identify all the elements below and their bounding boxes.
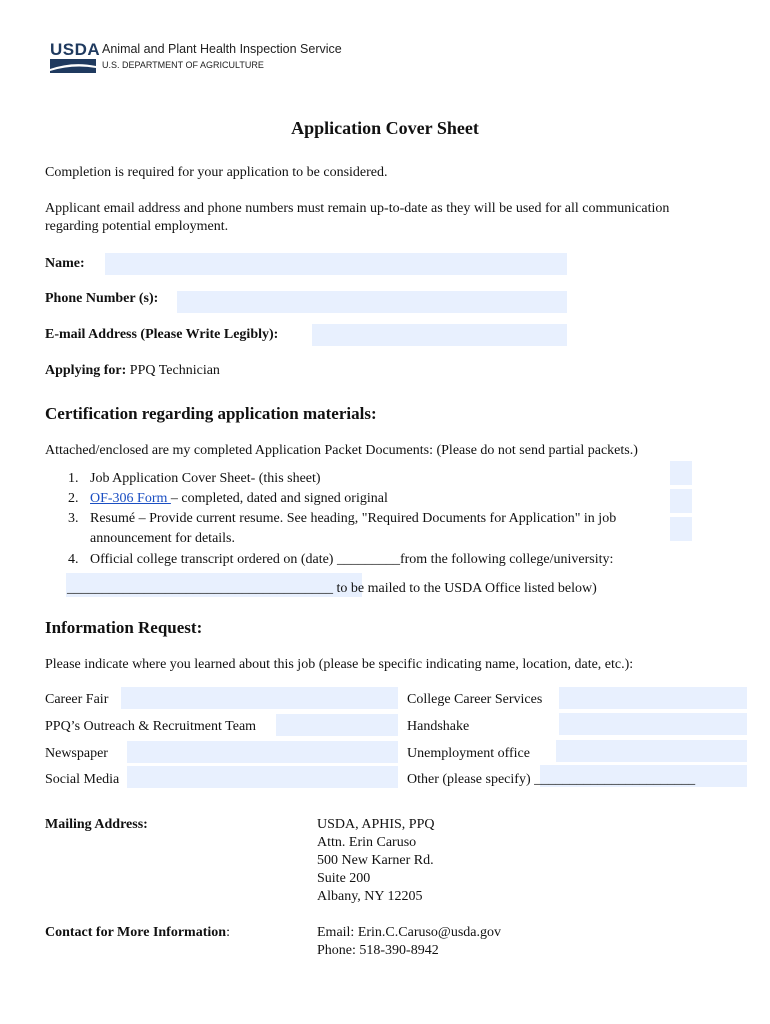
address-line: USDA, APHIS, PPQ <box>317 817 435 832</box>
list-item: 4. <box>68 552 79 567</box>
newspaper-field[interactable] <box>127 741 398 763</box>
transcript-line: ______________________________________ to be mailed to the USDA Office listed below) <box>67 581 597 596</box>
source-label-outreach: PPQ’s Outreach & Recruitment Team <box>45 719 257 734</box>
info-heading: Information Request: <box>45 618 203 637</box>
applying-for-value: PPQ Technician <box>129 363 220 378</box>
checkbox-of-306[interactable] <box>670 489 692 513</box>
usda-field-mark-icon <box>50 59 96 73</box>
source-label-handshake: Handshake <box>407 719 470 734</box>
email-label: E-mail Address (Please Write Legibly): <box>45 327 279 342</box>
completion-note: Completion is required for your application to be considered. <box>45 165 388 180</box>
name-field[interactable] <box>105 253 567 275</box>
list-item-text: Resumé – Provide current resume. See heading, "Required Documents for Application" in job <box>90 511 617 526</box>
list-item: 1. <box>68 471 79 486</box>
contact-note-line1: Applicant email address and phone numbers must remain up-to-date as they will be used for all communication <box>45 201 670 216</box>
agency-name: Animal and Plant Health Inspection Service <box>102 42 342 56</box>
source-label-other: Other (please specify) _______________________ <box>407 772 696 787</box>
unemployment-field[interactable] <box>556 740 747 762</box>
email-field[interactable] <box>312 324 567 346</box>
usda-logo-text: USDA <box>50 40 101 59</box>
source-label-social-media: Social Media <box>45 772 120 787</box>
certification-lead: Attached/enclosed are my completed Application Packet Documents: (Please do not send partial packets.) <box>45 443 638 458</box>
checkbox-cover-sheet[interactable] <box>670 461 692 485</box>
name-label: Name: <box>45 256 85 271</box>
phone-label: Phone Number (s): <box>45 291 159 306</box>
contact-label: Contact for More Information <box>45 925 227 940</box>
applying-for-label: Applying for: <box>45 363 127 378</box>
applying-for-row <box>45 362 220 380</box>
checkbox-resume[interactable] <box>670 517 692 541</box>
handshake-field[interactable] <box>559 713 747 735</box>
mailing-label: Mailing Address: <box>45 817 148 832</box>
documents-list <box>68 469 668 579</box>
source-label-career-fair: Career Fair <box>45 692 109 707</box>
list-item-text: Job Application Cover Sheet- (this sheet) <box>90 471 321 486</box>
source-label-unemployment: Unemployment office <box>407 746 530 761</box>
career-fair-field[interactable] <box>121 687 398 709</box>
page-title: Application Cover Sheet <box>291 118 479 138</box>
list-item-text-cont: announcement for details. <box>90 531 236 546</box>
address-line: Attn. Erin Caruso <box>317 835 417 850</box>
mailing-address <box>317 816 434 906</box>
info-lead: Please indicate where you learned about this job (please be specific indicating name, location, date, etc.): <box>45 657 634 672</box>
department-name: U.S. DEPARTMENT OF AGRICULTURE <box>102 60 264 70</box>
of-306-form-link[interactable]: OF-306 Form <box>90 491 171 506</box>
address-line: 500 New Karner Rd. <box>317 853 434 868</box>
contact-email: Email: Erin.C.Caruso@usda.gov <box>317 925 501 940</box>
list-item-text: Official college transcript ordered on (date) _________from the following college/university: <box>90 552 614 567</box>
list-item-text: OF-306 Form – completed, dated and signed original <box>90 491 388 506</box>
agency-logo <box>50 40 350 76</box>
list-item: 2. <box>68 491 79 506</box>
outreach-field[interactable] <box>276 714 398 736</box>
address-line: Suite 200 <box>317 871 371 886</box>
source-label-college-career: College Career Services <box>407 692 543 707</box>
contact-note-line2: regarding potential employment. <box>45 219 229 234</box>
address-line: Albany, NY 12205 <box>317 889 423 904</box>
source-label-newspaper: Newspaper <box>45 746 108 761</box>
certification-heading: Certification regarding application materials: <box>45 404 377 423</box>
contact-label-row: Contact for More Information: <box>45 925 230 940</box>
college-career-field[interactable] <box>559 687 747 709</box>
contact-phone: Phone: 518-390-8942 <box>317 943 439 958</box>
phone-field[interactable] <box>177 291 567 313</box>
social-media-field[interactable] <box>127 766 398 788</box>
list-item: 3. <box>68 511 79 526</box>
